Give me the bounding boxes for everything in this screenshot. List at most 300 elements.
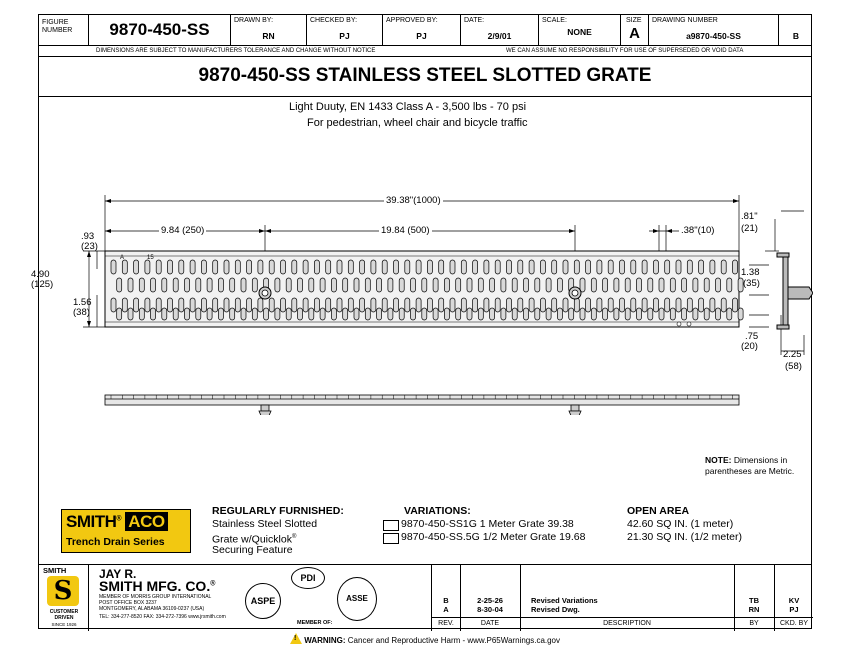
metric-note [705, 455, 794, 477]
grate-slot [490, 308, 495, 320]
grate-slot [642, 260, 647, 274]
grate-slot [281, 298, 286, 312]
revision-letter: B [792, 31, 800, 41]
rev-row1-rev: B [443, 596, 449, 605]
rev-header-ckd: CKD. BY [779, 620, 808, 627]
grate-slot [337, 260, 342, 274]
rev-header-desc: DESCRIPTION [603, 620, 651, 627]
grate-slot [427, 260, 432, 274]
grate-slot [230, 278, 235, 292]
grate-slot [145, 298, 150, 312]
grate-slot [467, 308, 472, 320]
rev-row2-date: 8-30-04 [477, 605, 503, 614]
logo-aco: ACO [125, 512, 167, 531]
grate-slot [218, 308, 223, 320]
grate-slot [264, 308, 269, 320]
grate-slot [151, 308, 156, 320]
grate-slot [727, 308, 732, 320]
grate-slot [399, 278, 404, 292]
rev-row1-ckd: KV [788, 596, 800, 605]
s-mark: S [47, 576, 79, 606]
grate-slot [580, 308, 585, 320]
dim-right-top-a: .81" [741, 211, 758, 222]
grate-slot [365, 308, 370, 320]
grate-slot [162, 278, 167, 292]
grate-drawing [39, 15, 813, 415]
subtitle-traffic: For pedestrian, wheel chair and bicycle traffic [307, 117, 528, 129]
grate-slot [512, 278, 517, 292]
grate-slot [235, 260, 240, 274]
grate-slot [218, 278, 223, 292]
warning-text: Cancer and Reproductive Harm - www.P65Warnings.ca.gov [345, 636, 561, 645]
grate-slot [631, 260, 636, 274]
grate-slot [467, 278, 472, 292]
dim-right-width-a: 2.25 [783, 349, 802, 360]
grate-slot [540, 298, 545, 312]
drawing-number-value: a9870-450-SS [686, 31, 741, 41]
grate-slot [557, 278, 562, 292]
grate-slot [411, 278, 416, 292]
drawn-by-label: DRAWN BY: [234, 17, 274, 24]
grate-slot [687, 298, 692, 312]
grate-slot [569, 308, 574, 320]
pdi-text: PDI [300, 573, 316, 583]
grate-slot [179, 260, 184, 274]
grate-slot [337, 298, 342, 312]
furnished-line2-text: Grate w/Quicklok [212, 533, 292, 546]
grate-slot [586, 298, 591, 312]
date-value: 2/9/01 [487, 31, 512, 41]
grate-slot [207, 278, 212, 292]
grate-slot [529, 260, 534, 274]
warning-label: WARNING: [304, 636, 346, 645]
grate-slot [591, 308, 596, 320]
grate-slot [286, 278, 291, 292]
revision-table [431, 565, 813, 631]
tolerance-note: DIMENSIONS ARE SUBJECT TO MANUFACTURERS TOLERANCE AND CHANGE WITHOUT NOTICE [96, 48, 376, 54]
grate-slot [721, 298, 726, 312]
variation-item-2: 9870-450-SS.5G 1/2 Meter Grate 19.68 [401, 531, 586, 543]
dim-left-height-b: (125) [31, 279, 54, 290]
grate-slot [478, 308, 483, 320]
grate-slot [637, 308, 642, 320]
grate-slot [659, 278, 664, 292]
grate-slot [597, 260, 602, 274]
grate-slot [608, 298, 613, 312]
grate-slot [716, 278, 721, 292]
grate-slot [524, 278, 529, 292]
grate-slot [473, 298, 478, 312]
customer-driven: CUSTOMER DRIVEN [49, 609, 79, 621]
grate-slot [111, 298, 116, 312]
grate-slot [173, 308, 178, 320]
drawing-frame [31, 14, 812, 629]
grate-slot [518, 260, 523, 274]
grate-slot [139, 278, 144, 292]
variation-checkbox-2[interactable] [383, 533, 399, 544]
grate-slot [433, 278, 438, 292]
company-name-1: JAY R. [99, 567, 137, 581]
grate-slot [185, 278, 190, 292]
variation-item-1: 9870-450-SS1G 1 Meter Grate 39.38 [401, 518, 574, 530]
grate-slot [631, 298, 636, 312]
grate-slot [190, 260, 195, 274]
grate-slot [625, 308, 630, 320]
company-pobox: POST OFFICE BOX 3237 [99, 600, 157, 606]
grate-slot [439, 260, 444, 274]
grate-slot [444, 278, 449, 292]
grate-slot [473, 260, 478, 274]
grate-slot [422, 278, 427, 292]
drawing-number-label: DRAWING NUMBER [652, 17, 718, 24]
grate-slot [699, 298, 704, 312]
rev-row1-date: 2-25-26 [477, 596, 503, 605]
grate-slot [450, 260, 455, 274]
grate-slot [682, 278, 687, 292]
grate-slot [484, 298, 489, 312]
open-area-heading: OPEN AREA [627, 505, 690, 517]
grate-slot [614, 308, 619, 320]
grate-slot [382, 260, 387, 274]
grate-slot [343, 278, 348, 292]
grate-slot [653, 298, 658, 312]
grate-slot [168, 260, 173, 274]
date-label: DATE: [464, 17, 485, 24]
dim-right-top-b: (21) [741, 223, 758, 234]
variation-checkbox-1[interactable] [383, 520, 399, 531]
size-label: SIZE [626, 17, 642, 24]
furnished-line3: Securing Feature [212, 544, 293, 556]
rev-row2-by: RN [748, 605, 760, 614]
figure-number: 9870-450-SS [109, 20, 210, 39]
grate-slot [196, 278, 201, 292]
dim-left-height-a: 4.90 [31, 269, 50, 280]
grate-slot [275, 308, 280, 320]
grate-slot [258, 298, 263, 312]
grate-slot [603, 278, 608, 292]
grate-slot [704, 308, 709, 320]
grate-slot [456, 278, 461, 292]
dim-slot-pitch: .38"(10) [681, 225, 715, 236]
grate-slot [625, 278, 630, 292]
grate-slot [117, 308, 122, 320]
grate-slot [693, 308, 698, 320]
grate-slot [738, 308, 743, 320]
grate-slot [326, 298, 331, 312]
grate-slot [377, 308, 382, 320]
logo-reg: ® [116, 515, 122, 523]
furnished-line2-reg: ® [291, 534, 297, 540]
grate-slot [439, 298, 444, 312]
company-name-2-text: SMITH MFG. CO. [99, 578, 211, 594]
grate-slot [507, 298, 512, 312]
grate-slot [563, 260, 568, 274]
company-city: MONTGOMERY, ALABAMA 36109-0237 (USA) [99, 606, 205, 612]
elevation-fasteners [259, 405, 581, 415]
grate-slot [201, 260, 206, 274]
grate-slot [557, 308, 562, 320]
dim-center-span: 19.84 (500) [381, 225, 430, 236]
grate-slot [281, 260, 286, 274]
variations-heading: VARIATIONS: [404, 505, 471, 517]
logo-smith: SMITH [66, 512, 117, 531]
scale-value: NONE [567, 27, 592, 37]
grate-slot [139, 308, 144, 320]
grate-slot [670, 308, 675, 320]
grate-slot [326, 260, 331, 274]
grate-slot [354, 308, 359, 320]
grate-slot [207, 308, 212, 320]
asse-text: ASSE [346, 594, 368, 603]
dim-right-low-a: .75 [745, 331, 759, 342]
scale-label: SCALE: [542, 17, 567, 24]
prop65-warning [0, 633, 850, 645]
grate-slot [693, 278, 698, 292]
grate-slot [156, 298, 161, 312]
grate-slot [348, 298, 353, 312]
aspe-logo [245, 583, 281, 619]
grate-slot [433, 308, 438, 320]
grate-slot [388, 278, 393, 292]
grate-slot [331, 308, 336, 320]
dim-overall: 39.38"(1000) [386, 195, 441, 206]
grate-slot [388, 308, 393, 320]
furnished-line1: Stainless Steel Slotted [212, 518, 318, 530]
grate-slot [710, 260, 715, 274]
grate-slot [213, 298, 218, 312]
logo-series: Trench Drain Series [66, 536, 165, 548]
since-1926: SINCE 1926 [51, 622, 77, 627]
grate-slot [371, 298, 376, 312]
grate-slot [303, 260, 308, 274]
grate-slot [586, 260, 591, 274]
grate-slot [535, 278, 540, 292]
grate-slot [733, 298, 738, 312]
grate-side-profile [777, 253, 813, 329]
grate-slot [162, 308, 167, 320]
grate-slot [495, 298, 500, 312]
grate-slot [399, 308, 404, 320]
grate-slot [134, 260, 139, 274]
rev-row2-rev: A [443, 605, 449, 614]
grate-slot [501, 278, 506, 292]
grate-slot [128, 308, 133, 320]
marker-15: 15 [147, 255, 154, 261]
grate-slot [699, 260, 704, 274]
company-name-2 [99, 578, 215, 594]
grate-slot [461, 260, 466, 274]
grate-slot [529, 298, 534, 312]
grate-slot [309, 278, 314, 292]
grate-slot [241, 278, 246, 292]
grate-slot [151, 278, 156, 292]
grate-slot [507, 260, 512, 274]
approved-by-label: APPROVED BY: [386, 17, 438, 24]
member-of-label: MEMBER OF: [297, 620, 333, 626]
grate-slot [597, 298, 602, 312]
grate-slot [348, 260, 353, 274]
grate-slot [450, 298, 455, 312]
size-value: A [629, 25, 640, 42]
grate-slot [665, 298, 670, 312]
rev-row2-ckd: PJ [789, 605, 799, 614]
subtitle-load-class: Light Duuty, EN 1433 Class A - 3,500 lbs - 70 psi [289, 101, 527, 113]
grate-slot [117, 278, 122, 292]
grate-slot [405, 298, 410, 312]
grate-slot [563, 298, 568, 312]
grate-slot [456, 308, 461, 320]
grate-elevation [105, 395, 739, 405]
grate-slot [156, 260, 161, 274]
grate-slot [134, 298, 139, 312]
dim-left-low-b: (38) [73, 307, 90, 318]
metric-note-text: Dimensions in parentheses are Metric. [705, 455, 795, 476]
grate-slot [320, 308, 325, 320]
grate-slot [382, 298, 387, 312]
responsibility-note: WE CAN ASSUME NO RESPONSIBILITY FOR USE OF SUPERSEDED OR VOID DATA [506, 48, 744, 54]
grate-slot [552, 260, 557, 274]
figure-label: FIGURE NUMBER [42, 19, 73, 34]
smith-s-logo [39, 565, 89, 631]
grate-slot [269, 298, 274, 312]
grate-slot [230, 308, 235, 320]
dim-right-width-b: (58) [785, 361, 802, 372]
grate-slot [411, 308, 416, 320]
grate-slot [292, 298, 297, 312]
grate-slot [648, 308, 653, 320]
grate-slot [258, 260, 263, 274]
rev-header-rev: REV. [438, 620, 454, 627]
company-contact: TEL: 334-277-8520 FAX: 334-272-7396 www.jrsmith.com [99, 614, 226, 620]
grate-slot [252, 278, 257, 292]
grate-slot [546, 308, 551, 320]
grate-slot [235, 298, 240, 312]
grate-slot [710, 298, 715, 312]
marker-a: A [120, 255, 125, 261]
grate-slot [659, 308, 664, 320]
checked-by-label: CHECKED BY: [310, 17, 358, 24]
grate-slot [461, 298, 466, 312]
grate-slot [292, 260, 297, 274]
metric-note-label: NOTE: [705, 455, 732, 465]
grate-slot [727, 278, 732, 292]
open-area-item-1: 42.60 SQ IN. (1 meter) [627, 518, 734, 530]
grate-slot [495, 260, 500, 274]
grate-slot [360, 298, 365, 312]
grate-slot [111, 260, 116, 274]
rev-row1-desc: Revised Variations [531, 596, 598, 605]
grate-slot [580, 278, 585, 292]
main-title: 9870-450-SS STAINLESS STEEL SLOTTED GRATE [198, 65, 652, 86]
grate-slot [546, 278, 551, 292]
drawn-by-value: RN [262, 31, 275, 41]
grate-slot [518, 298, 523, 312]
grate-slot [331, 278, 336, 292]
grate-slot [122, 298, 127, 312]
company-reg: ® [210, 580, 216, 588]
grate-slot [394, 298, 399, 312]
dim-right-mid-b: (35) [743, 278, 760, 289]
dim-left-top-b: (23) [81, 241, 98, 252]
approved-by-value: PJ [416, 31, 427, 41]
grate-slot [716, 308, 721, 320]
grate-slot [185, 308, 190, 320]
company-member: MEMBER OF MORRIS GROUP INTERNATIONAL [99, 594, 212, 600]
rev-row1-by: TB [749, 596, 759, 605]
grate-slot [512, 308, 517, 320]
open-area-item-2: 21.30 SQ IN. (1/2 meter) [627, 531, 742, 543]
grate-slot [365, 278, 370, 292]
pdi-logo [291, 567, 325, 589]
grate-slot [354, 278, 359, 292]
grate-slot [371, 260, 376, 274]
grate-slot [484, 260, 489, 274]
grate-slot [360, 260, 365, 274]
grate-slot [478, 278, 483, 292]
dim-right-low-b: (20) [741, 341, 758, 352]
grate-slot [620, 260, 625, 274]
dim-right-mid-a: 1.38 [741, 267, 760, 278]
grate-slot [168, 298, 173, 312]
grate-slot [377, 278, 382, 292]
grate-slot [252, 308, 257, 320]
grate-slot [309, 308, 314, 320]
grate-slot [416, 260, 421, 274]
grate-slot [524, 308, 529, 320]
grate-slot [303, 298, 308, 312]
rev-header-by: BY [749, 620, 759, 627]
grate-slot [128, 278, 133, 292]
grate-slot [733, 260, 738, 274]
grate-slot [196, 308, 201, 320]
dim-left-low-a: 1.56 [73, 297, 92, 308]
grate-slot [608, 260, 613, 274]
grate-slot [314, 298, 319, 312]
grate-slot [552, 298, 557, 312]
grate-slot [422, 308, 427, 320]
grate-slot [241, 308, 246, 320]
grate-slot [405, 260, 410, 274]
grate-slot [190, 298, 195, 312]
grate-slot [286, 308, 291, 320]
grate-slot [501, 308, 506, 320]
grate-slot [620, 298, 625, 312]
warning-icon: ! [290, 633, 302, 644]
grate-slot [298, 308, 303, 320]
grate-slot [314, 260, 319, 274]
dim-left-top-a: .93 [81, 231, 95, 242]
grate-slot [201, 298, 206, 312]
grate-slot [648, 278, 653, 292]
grate-slot [535, 308, 540, 320]
grate-slot [687, 260, 692, 274]
dim-left-span: 9.84 (250) [161, 225, 205, 236]
aspe-text: ASPE [250, 596, 276, 606]
grate-slot [298, 278, 303, 292]
grate-slot [343, 308, 348, 320]
grate-slot [653, 260, 658, 274]
grate-slot [676, 298, 681, 312]
grate-slot [721, 260, 726, 274]
grate-slot [427, 298, 432, 312]
grate-slot [179, 298, 184, 312]
grate-slot [676, 260, 681, 274]
grate-slot [574, 260, 579, 274]
grate-slot [665, 260, 670, 274]
grate-slot [416, 298, 421, 312]
grate-slot [213, 260, 218, 274]
grate-slot [320, 278, 325, 292]
